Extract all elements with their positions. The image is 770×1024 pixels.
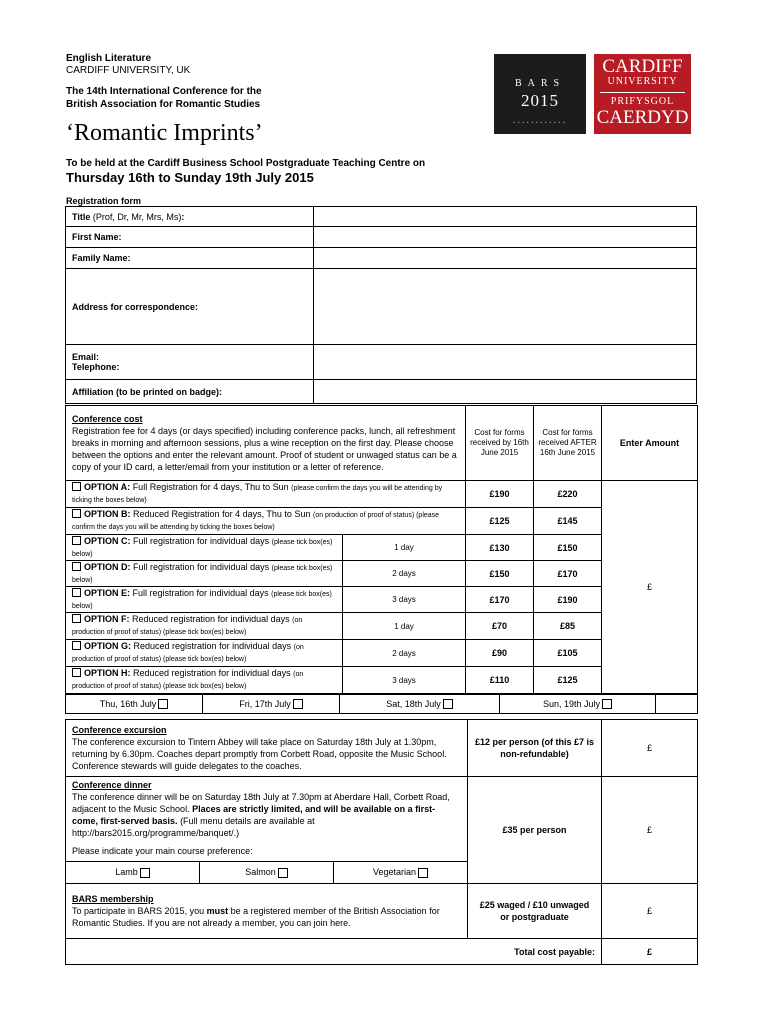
option-f-name: OPTION F: <box>84 614 130 624</box>
option-e-checkbox[interactable] <box>72 588 81 597</box>
day-friday-label: Fri, 17th July <box>239 698 291 709</box>
cardiff-logo-divider <box>600 92 685 93</box>
cost-description: Registration fee for 4 days (or days specified) including conference packs, lunch, all refreshment breaks in morning and afternoon sessions, plus a wine reception on the first day. Please choose between the options and enter the relevant amount. Proof of student or unwaged status can be a copy of your ID card, a letter/email from your institution or a letter of reference. <box>72 426 457 472</box>
option-d-checkbox[interactable] <box>72 562 81 571</box>
conference-cost-table <box>65 405 698 694</box>
option-g-name: OPTION G: <box>84 641 131 651</box>
option-f-cell <box>66 613 343 640</box>
option-g-cell <box>66 640 343 667</box>
bars-logo-dots: ............ <box>513 115 567 126</box>
option-h-cell <box>66 667 343 694</box>
option-b-text: Reduced Registration for 4 days, Thu to Sun <box>133 509 311 519</box>
meal-lamb-label: Lamb <box>115 867 138 878</box>
dinner-cell <box>66 777 468 862</box>
day-sunday-checkbox[interactable] <box>602 699 612 709</box>
option-a-price-after: £220 <box>534 481 602 508</box>
enter-amount-header: Enter Amount <box>602 406 698 481</box>
title-field[interactable] <box>313 207 696 227</box>
option-b-cell <box>66 508 466 535</box>
title-label: Title <box>72 211 91 222</box>
option-e-name: OPTION E: <box>84 587 131 598</box>
option-a-text: Full Registration for 4 days, Thu to Sun <box>132 482 289 492</box>
university-name: CARDIFF UNIVERSITY, UK <box>66 65 191 76</box>
bars-logo-year: 2015 <box>521 91 559 110</box>
cardiff-logo-line-4: CAERDYD <box>596 107 689 128</box>
address-field[interactable] <box>313 269 696 345</box>
dinner-heading: Conference dinner <box>72 780 152 790</box>
telephone-label: Telephone: <box>72 362 120 372</box>
title-label-cell <box>66 207 314 227</box>
option-e-price-before: £170 <box>466 587 534 613</box>
option-g-price-after: £105 <box>534 640 602 667</box>
membership-amount-pound: £ <box>647 906 653 916</box>
option-d-price-before: £150 <box>466 561 534 587</box>
cost-after-header: Cost for forms received AFTER 16th June 2015 <box>534 406 602 481</box>
option-h-price-before: £110 <box>466 667 534 694</box>
total-amount-field[interactable] <box>602 939 698 965</box>
membership-text-2: be a registered member of the British Association for Romantic Studies. If you are not already a member, you can join here. <box>72 906 440 928</box>
total-amount-pound: £ <box>647 946 653 957</box>
email-telephone-labels <box>66 345 314 380</box>
option-b-name: OPTION B: <box>84 509 131 519</box>
conference-line-2: British Association for Romantic Studies <box>66 99 261 110</box>
option-f-price-after: £85 <box>534 613 602 640</box>
meal-salmon-checkbox[interactable] <box>278 868 288 878</box>
option-b-checkbox[interactable] <box>72 509 81 518</box>
page-title: ‘Romantic Imprints’ <box>66 120 263 146</box>
option-d-days: 2 days <box>343 561 466 587</box>
option-b-price-after: £145 <box>534 508 602 535</box>
membership-heading: BARS membership <box>72 894 154 904</box>
department: English Literature <box>66 53 152 64</box>
membership-text-bold: must <box>206 906 229 916</box>
option-h-note: (on production of proof of status) (please tick box(es) below) <box>72 671 304 690</box>
day-saturday-cell <box>340 695 500 714</box>
bars-logo-text: BARS <box>514 78 566 89</box>
option-d-price-after: £170 <box>534 561 602 587</box>
membership-cell <box>66 884 468 939</box>
option-f-price-before: £70 <box>466 613 534 640</box>
dinner-price: £35 per person <box>468 777 602 884</box>
option-e-price-after: £190 <box>534 587 602 613</box>
excursion-heading: Conference excursion <box>72 725 167 735</box>
cardiff-logo-line-3: PRIFYSGOL <box>610 96 675 107</box>
membership-text-1: To participate in BARS 2015, you <box>72 906 207 916</box>
email-telephone-field[interactable] <box>313 345 696 380</box>
dinner-amount-field[interactable] <box>602 777 698 884</box>
meal-salmon-cell <box>200 862 334 884</box>
day-saturday-label: Sat, 18th July <box>386 698 441 709</box>
first-name-field[interactable] <box>313 227 696 248</box>
option-a-note: (please confirm the days you will be attending by ticking the boxes below) <box>72 485 443 504</box>
title-colon: : <box>181 211 185 222</box>
excursion-amount-field[interactable] <box>602 720 698 777</box>
membership-text <box>72 905 461 929</box>
cardiff-university-logo <box>594 54 691 134</box>
option-g-text: Reduced registration for individual days <box>133 641 292 651</box>
option-b-note: (on production of proof of status) (please confirm the days you will be attending by ticking the boxes below) <box>72 512 440 531</box>
option-h-name: OPTION H: <box>84 668 131 678</box>
dinner-amount-pound: £ <box>647 825 653 835</box>
first-name-label: First Name: <box>66 227 314 248</box>
option-g-price-before: £90 <box>466 640 534 667</box>
dinner-text-bold: Places are strictly limited, and will be available on a first-come, first-served basis. <box>72 804 436 826</box>
option-h-days: 3 days <box>343 667 466 694</box>
attendance-days-table <box>65 694 698 714</box>
family-name-label: Family Name: <box>66 248 314 269</box>
days-row-spacer <box>656 695 698 714</box>
day-saturday-checkbox[interactable] <box>443 699 453 709</box>
day-friday-checkbox[interactable] <box>293 699 303 709</box>
meal-vegetarian-label: Vegetarian <box>372 867 417 878</box>
dinner-preference: Please indicate your main course preference: <box>72 846 253 856</box>
cost-before-header: Cost for forms received by 16th June 2015 <box>466 406 534 481</box>
membership-amount-field[interactable] <box>602 884 698 939</box>
option-b-price-before: £125 <box>466 508 534 535</box>
dinner-text <box>72 791 461 839</box>
option-h-checkbox[interactable] <box>72 668 81 677</box>
option-a-cell <box>66 481 466 508</box>
dinner-text-2: (Full menu details are available at http://bars2015.org/programme/banquet/.) <box>72 816 315 838</box>
option-c-note: (please tick box(es) below) <box>72 538 333 558</box>
title-hint: (Prof, Dr, Mr, Mrs, Ms) <box>92 211 182 222</box>
option-c-text: Full registration for individual days <box>133 535 270 546</box>
day-friday-cell <box>203 695 340 714</box>
option-f-note: (on production of proof of status) (please tick box(es) below) <box>72 617 303 636</box>
option-amount-field[interactable] <box>602 481 698 694</box>
address-label: Address for correspondence: <box>66 269 314 345</box>
option-c-days: 1 day <box>343 535 466 561</box>
day-sunday-cell <box>500 695 656 714</box>
option-d-note: (please tick box(es) below) <box>72 564 333 584</box>
cardiff-logo-line-2: UNIVERSITY <box>607 76 678 87</box>
option-h-price-after: £125 <box>534 667 602 694</box>
option-g-checkbox[interactable] <box>72 641 81 650</box>
cost-description-cell <box>66 406 466 481</box>
option-g-days: 2 days <box>343 640 466 667</box>
option-d-cell <box>66 561 343 587</box>
meal-salmon-label: Salmon <box>245 867 276 878</box>
day-sunday-label: Sun, 19th July <box>542 698 601 709</box>
registration-heading: Registration form <box>66 196 142 206</box>
option-e-cell <box>66 587 343 613</box>
day-thursday-checkbox[interactable] <box>158 699 168 709</box>
option-c-checkbox[interactable] <box>72 536 81 545</box>
option-e-note: (please tick box(es) below) <box>72 590 332 610</box>
meal-lamb-cell <box>66 862 200 884</box>
option-f-text: Reduced registration for individual days <box>132 614 290 624</box>
family-name-field[interactable] <box>313 248 696 269</box>
registration-table <box>65 206 697 404</box>
day-thursday-cell <box>66 695 203 714</box>
excursion-price: £12 per person (of this £7 is non-refundable) <box>468 720 602 777</box>
extras-table <box>65 719 698 965</box>
bars-2015-logo <box>494 54 586 134</box>
dinner-text-1: The conference dinner will be on Saturday 18th July at 7.30pm at Aberdare Hall, Corbett Road, adjacent to the Music School. <box>72 792 450 814</box>
excursion-text: The conference excursion to Tintern Abbey will take place on Saturday 18th July at 1.30pm, returning by 6.30pm. Coaches depart promptly from Corbett Road, opposite the Music School. Conference stewards will guide delegates to the coaches. <box>72 737 447 771</box>
conference-dates: Thursday 16th to Sunday 19th July 2015 <box>66 170 314 185</box>
option-f-days: 1 day <box>343 613 466 640</box>
email-label: Email: <box>72 352 100 362</box>
option-a-checkbox[interactable] <box>72 482 81 491</box>
membership-price: £25 waged / £10 unwaged or postgraduate <box>468 884 602 939</box>
affiliation-label: Affiliation (to be printed on badge): <box>66 380 314 404</box>
meal-vegetarian-cell <box>334 862 468 884</box>
venue-text: To be held at the Cardiff Business School Postgraduate Teaching Centre on <box>66 158 426 169</box>
affiliation-field[interactable] <box>313 380 696 404</box>
option-e-days: 3 days <box>343 587 466 613</box>
option-d-text: Full registration for individual days <box>133 561 270 572</box>
option-c-cell <box>66 535 343 561</box>
meal-lamb-checkbox[interactable] <box>140 868 150 878</box>
option-c-price-after: £150 <box>534 535 602 561</box>
conference-line-1: The 14th International Conference for the <box>66 86 262 97</box>
option-a-name: OPTION A: <box>84 482 131 492</box>
option-a-price-before: £190 <box>466 481 534 508</box>
excursion-amount-pound: £ <box>647 743 653 753</box>
option-c-name: OPTION C: <box>84 535 131 546</box>
option-g-note: (on production of proof of status) (please tick box(es) below) <box>72 644 304 663</box>
excursion-cell <box>66 720 468 777</box>
option-c-price-before: £130 <box>466 535 534 561</box>
meal-vegetarian-checkbox[interactable] <box>418 868 428 878</box>
option-e-text: Full registration for individual days <box>132 587 269 598</box>
option-amount-pound: £ <box>646 582 652 592</box>
option-f-checkbox[interactable] <box>72 614 81 623</box>
option-h-text: Reduced registration for individual days <box>133 668 291 678</box>
cardiff-logo-line-1: CARDIFF <box>602 56 683 77</box>
day-thursday-label: Thu, 16th July <box>99 698 157 709</box>
option-d-name: OPTION D: <box>84 561 131 572</box>
total-label: Total cost payable: <box>66 939 602 965</box>
cost-heading: Conference cost <box>72 414 143 424</box>
